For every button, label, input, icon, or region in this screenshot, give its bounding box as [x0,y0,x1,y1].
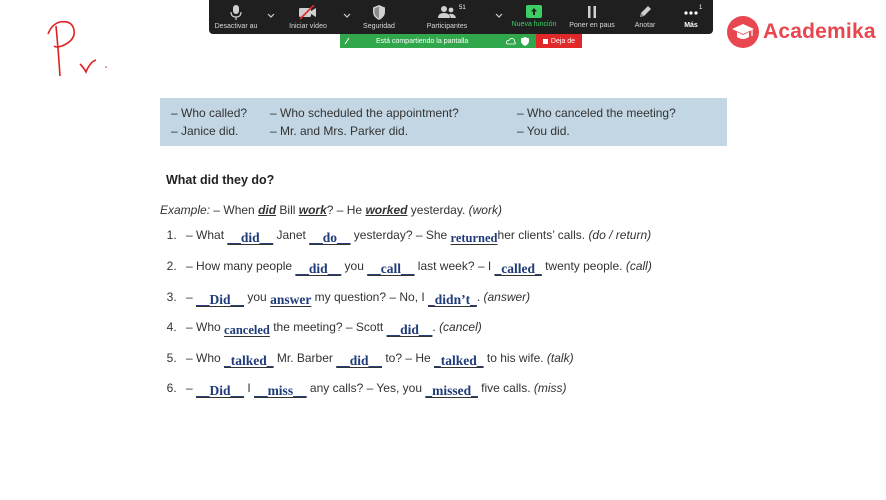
grip-icon[interactable] [344,37,350,45]
participants-label: Participantes [426,23,468,30]
example-line: Example: – When did Bill work? – He worked yesterday. (work) [160,203,502,217]
shield-icon [521,37,529,46]
pause-icon [586,5,598,19]
stop-icon [543,39,548,44]
exercise-item: 4. – Who canceled the meeting? – Scott __did__. (cancel) [166,320,482,337]
participants-count: 51 [459,5,466,11]
answer-blank: _talked_ [434,353,484,368]
example-verb: worked [365,203,408,217]
sharing-status-text: Está compartiendo la pantalla [376,37,469,45]
share-screen-icon [526,5,542,18]
answer-blank: _talked_ [224,353,274,368]
item-hint: (cancel) [439,320,482,334]
answer-blank: __did__ [336,353,383,368]
grammar-question: – Who canceled the meeting? [517,106,676,120]
pencil-icon [638,5,652,19]
shield-icon [372,5,386,20]
grammar-answer: – Janice did. [171,124,239,138]
meeting-toolbar [209,0,713,34]
more-badge: 1 [699,5,703,11]
answer-blank: _called_ [494,261,542,276]
grammar-question: – Who called? [171,106,248,120]
exercise-item: 5. – Who _talked_ Mr. Barber __did__ to? – He _talked_ to his wife. (talk) [166,351,574,368]
pause-label: Poner en paus [569,22,615,29]
more-icon [683,5,699,19]
answer-blank: __do__ [309,230,351,245]
new-feature-label: Nueva función [511,21,557,28]
answer-blank: canceled [224,323,270,337]
pause-share-button[interactable] [565,0,619,34]
item-hint: (miss) [533,381,567,395]
start-video-button[interactable] [283,0,333,34]
participants-button[interactable] [419,0,475,34]
new-share-button[interactable] [507,0,561,34]
mute-button[interactable] [213,0,259,34]
more-label: Más [684,22,698,29]
item-hint: (do / return) [588,228,652,242]
participants-icon [437,5,457,20]
item-hint: (talk) [546,351,574,365]
answer-blank: __did__ [227,230,274,245]
more-button[interactable] [671,0,711,34]
handwritten-annotation [40,16,110,86]
mute-label: Desactivar au [214,23,258,30]
security-label: Seguridad [363,23,395,30]
exercise-item: 3. – __Did__ you answer my question? – No, I _didn’t_. (answer) [166,290,531,307]
exercise-item: 2. – How many people __did__ you __call__ last week? – I _called_ twenty people. (call) [166,259,652,276]
item-hint: (call) [625,259,652,273]
answer-blank: _missed_ [425,383,478,398]
exercise-item: 1. – What __did__ Janet __do__ yesterday? – She returnedher clients’ calls. (do / return) [166,228,652,245]
answer-blank: __call__ [367,261,415,276]
answer-blank: returned [450,231,498,245]
example-label: Example: [160,203,211,217]
sharing-status-bar [340,34,536,48]
answer-blank: __Did__ [196,383,245,398]
microphone-icon [230,5,242,20]
chevron-down-icon[interactable] [494,11,504,21]
chevron-down-icon[interactable] [266,11,276,21]
grammar-answer: – You did. [517,124,570,138]
stop-share-button[interactable] [536,34,582,48]
answer-blank: __miss__ [254,383,307,398]
video-label: Iniciar vídeo [289,23,327,30]
answer-blank: answer [270,292,312,307]
graduation-cap-icon [727,16,759,48]
chevron-down-icon[interactable] [342,11,352,21]
stop-share-label: Deja de [550,37,576,45]
grammar-answer: – Mr. and Mrs. Parker did. [270,124,409,138]
answer-blank: _didn’t_ [428,292,477,307]
answer-blank: __did__ [295,261,342,276]
answer-blank: __did__ [386,322,433,337]
example-verb: did [258,203,277,217]
exercise-item: 6. – __Did__ I __miss__ any calls? – Yes, you _missed_ five calls. (miss) [166,381,567,398]
grammar-box [160,98,727,146]
example-hint: (work) [468,203,502,217]
cloud-icon [506,37,516,45]
academika-logo [727,16,876,48]
exercise-heading: What did they do? [166,173,275,187]
annotate-button[interactable] [627,0,663,34]
answer-blank: __Did__ [196,292,245,307]
logo-text: Academika [763,20,876,43]
security-button[interactable] [356,0,402,34]
video-camera-off-icon [298,5,318,20]
example-verb: work [298,203,327,217]
annotate-label: Anotar [634,22,656,29]
item-hint: (answer) [483,290,531,304]
grammar-question: – Who scheduled the appointment? [270,106,459,120]
